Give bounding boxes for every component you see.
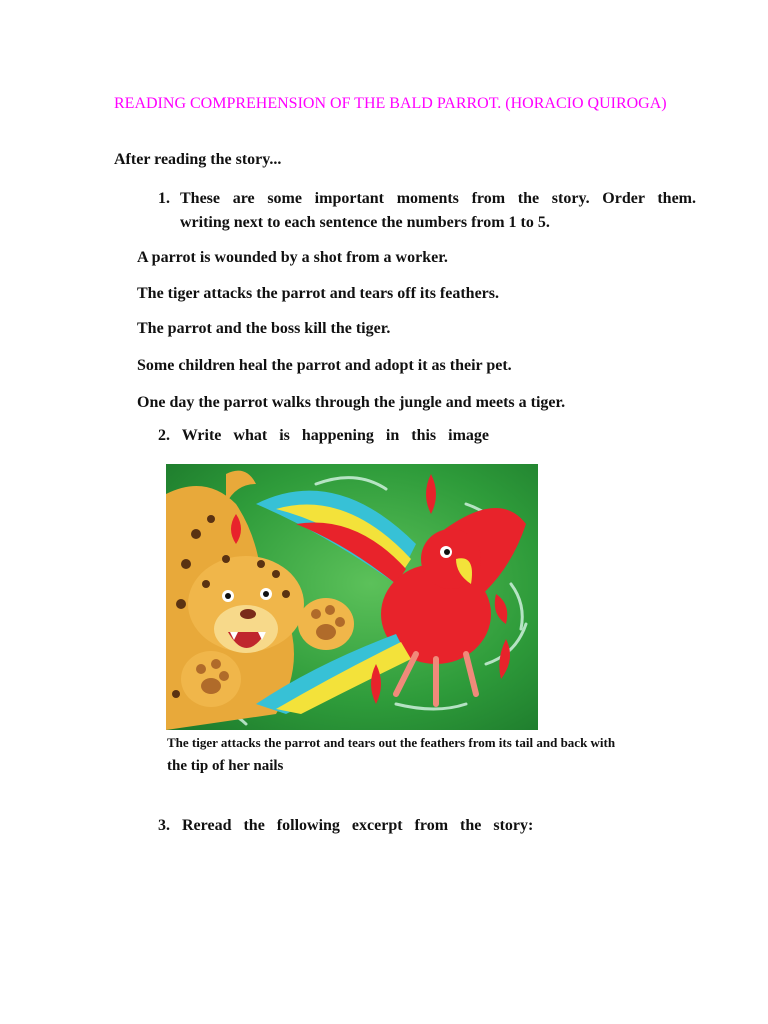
page-title: READING COMPREHENSION OF THE BALD PARROT. (HORACIO QUIROGA) [114,95,667,112]
jaguar-parrot-illustration [166,464,538,730]
question-3-number: 3. [158,817,170,834]
question-1-line-2: writing next to each sentence the numbers from 1 to 5. [180,214,550,231]
image-caption-line-2: the tip of her nails [167,758,284,774]
sentence-4: Some children heal the parrot and adopt it as their pet. [137,357,512,374]
sentence-3: The parrot and the boss kill the tiger. [137,320,391,337]
question-1 [158,187,696,235]
image-caption-line-1: The tiger attacks the parrot and tears out the feathers from its tail and back with [167,735,616,750]
question-3-text: Reread the following excerpt from the story: [182,817,534,834]
question-1-line-1: These are some important moments from the story. Order them. [180,190,696,207]
question-1-number: 1. [158,190,170,207]
question-3 [158,817,533,835]
question-2 [158,427,489,445]
sentence-2: The tiger attacks the parrot and tears off its feathers. [137,285,500,302]
question-2-number: 2. [158,427,170,444]
intro-text: After reading the story... [114,151,282,168]
question-2-text: Write what is happening in this image [181,427,490,444]
sentence-5: One day the parrot walks through the jungle and meets a tiger. [137,394,566,411]
sentence-1: A parrot is wounded by a shot from a worker. [137,249,448,266]
